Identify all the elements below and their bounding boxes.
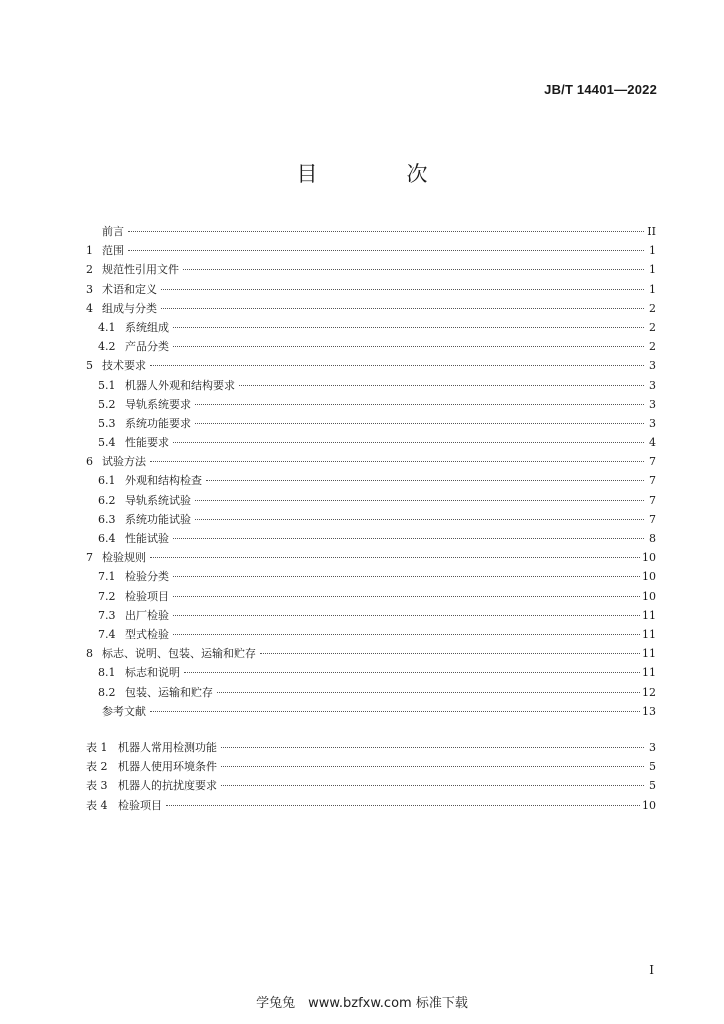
toc-entry-label: 包装、运输和贮存 (125, 685, 213, 699)
toc-entry-page: 10 (642, 570, 656, 584)
toc-entry-page: 11 (642, 608, 656, 622)
toc-entry-label: 产品分类 (125, 340, 169, 354)
table-list-entry-number: 表 2 (86, 760, 108, 774)
toc-entry-number: 8 (86, 647, 93, 661)
table-list-entry[interactable] (86, 757, 656, 776)
toc-entry-page: 3 (649, 397, 656, 411)
toc-entry-label: 组成与分类 (102, 301, 157, 315)
toc-entry-number: 4 (86, 301, 93, 315)
toc-entry-number: 5 (86, 359, 93, 373)
toc-entry[interactable] (86, 280, 656, 299)
toc-entry-label: 检验项目 (125, 589, 169, 603)
table-list-entry-label: 检验项目 (118, 798, 162, 812)
toc-entry-page: 2 (649, 340, 656, 354)
table-of-contents (86, 222, 656, 721)
toc-entry[interactable] (86, 356, 656, 375)
toc-entry-number: 7.3 (98, 608, 116, 622)
toc-entry[interactable] (86, 644, 656, 663)
table-list-entry-page: 5 (649, 760, 656, 774)
toc-entry[interactable] (86, 414, 656, 433)
toc-entry-page: 2 (649, 301, 656, 315)
toc-entry-label: 术语和定义 (102, 282, 157, 296)
toc-entry-page: 10 (642, 551, 656, 565)
toc-entry-label: 检验规则 (102, 551, 146, 565)
dot-leader (150, 711, 640, 712)
toc-entry-number: 3 (86, 282, 93, 296)
toc-entry-number: 6.2 (98, 493, 116, 507)
toc-entry-page: 3 (649, 378, 656, 392)
toc-entry[interactable] (86, 491, 656, 510)
toc-entry-page: 7 (649, 512, 656, 526)
dot-leader (260, 653, 640, 654)
toc-entry-label: 检验分类 (125, 570, 169, 584)
watermark-text: 学兔兔 www.bzfxw.com 标准下载 (256, 996, 468, 1011)
toc-entry-page: 11 (642, 666, 656, 680)
toc-entry-label: 前言 (102, 225, 124, 238)
toc-entry[interactable] (86, 471, 656, 490)
dot-leader (173, 596, 640, 597)
toc-entry-page: 10 (642, 589, 656, 603)
toc-entry-label: 试验方法 (102, 455, 146, 469)
toc-entry[interactable] (86, 548, 656, 567)
toc-entry-number: 6.3 (98, 512, 116, 526)
standard-code: JB/T 14401—2022 (544, 82, 657, 97)
toc-entry-page: 3 (649, 359, 656, 373)
toc-entry-page: 11 (642, 647, 656, 661)
dot-leader (173, 327, 644, 328)
toc-entry-number: 2 (86, 263, 93, 277)
toc-entry-number: 5.2 (98, 397, 116, 411)
dot-leader (173, 346, 644, 347)
toc-entry-page: 7 (649, 474, 656, 488)
toc-entry-number: 1 (86, 244, 93, 258)
toc-entry[interactable] (86, 395, 656, 414)
toc-entry-label: 型式检验 (125, 627, 169, 641)
dot-leader (195, 500, 644, 501)
dot-leader (184, 672, 640, 673)
toc-entry-number: 4.1 (98, 320, 116, 334)
table-list-entry-label: 机器人使用环境条件 (118, 760, 217, 774)
toc-entry-page: 7 (649, 455, 656, 469)
page-title: 目 次 (296, 162, 462, 186)
toc-entry-number: 4.2 (98, 340, 116, 354)
dot-leader (195, 423, 644, 424)
table-list-entry[interactable] (86, 738, 656, 757)
table-list-entry-page: 5 (649, 779, 656, 793)
dot-leader (206, 480, 644, 481)
toc-entry-number: 6 (86, 455, 93, 469)
toc-entry-page: 12 (642, 685, 656, 699)
toc-entry[interactable] (86, 663, 656, 682)
toc-entry[interactable] (86, 241, 656, 260)
dot-leader (150, 557, 640, 558)
dot-leader (161, 289, 644, 290)
table-list-entry-page: 3 (649, 741, 656, 754)
toc-entry[interactable] (86, 452, 656, 471)
dot-leader (217, 692, 640, 693)
table-list-entry-number: 表 4 (86, 798, 108, 812)
toc-entry-label: 标志、说明、包装、运输和贮存 (102, 647, 256, 661)
dot-leader (128, 231, 644, 232)
dot-leader (173, 576, 640, 577)
toc-entry[interactable] (86, 260, 656, 279)
toc-entry[interactable] (86, 337, 656, 356)
page-number: I (649, 963, 654, 977)
dot-leader (173, 615, 640, 616)
list-of-tables (86, 738, 656, 815)
table-list-entry[interactable] (86, 776, 656, 795)
toc-entry-label: 范围 (102, 244, 124, 258)
toc-entry-label: 技术要求 (102, 359, 146, 373)
toc-entry[interactable] (86, 625, 656, 644)
toc-entry[interactable] (86, 433, 656, 452)
toc-entry-page: 3 (649, 416, 656, 430)
toc-entry-number: 7.2 (98, 589, 116, 603)
table-list-entry-label: 机器人常用检测功能 (118, 741, 217, 754)
table-list-entry-page: 10 (642, 798, 656, 812)
dot-leader (221, 766, 644, 767)
toc-entry[interactable] (86, 587, 656, 606)
toc-entry-page: 1 (649, 263, 656, 277)
toc-entry-page: II (647, 225, 656, 238)
toc-entry-label: 导轨系统试验 (125, 493, 191, 507)
toc-entry-number: 5.4 (98, 436, 116, 450)
dot-leader (150, 461, 644, 462)
toc-entry-page: 13 (642, 704, 656, 718)
toc-entry-page: 1 (649, 244, 656, 258)
toc-entry-label: 外观和结构检查 (125, 474, 202, 488)
toc-entry-label: 机器人外观和结构要求 (125, 378, 235, 392)
dot-leader (221, 785, 644, 786)
dot-leader (195, 404, 644, 405)
toc-entry[interactable] (86, 318, 656, 337)
toc-entry-label: 导轨系统要求 (125, 397, 191, 411)
toc-entry[interactable] (86, 529, 656, 548)
toc-entry-number: 5.3 (98, 416, 116, 430)
dot-leader (150, 365, 644, 366)
dot-leader (173, 538, 644, 539)
dot-leader (195, 519, 644, 520)
toc-entry-label: 规范性引用文件 (102, 263, 179, 277)
dot-leader (173, 634, 640, 635)
toc-entry-label: 性能试验 (125, 532, 169, 545)
toc-entry-label: 系统功能要求 (125, 416, 191, 430)
table-list-entry[interactable] (86, 796, 656, 815)
toc-entry-number: 8.2 (98, 685, 116, 699)
dot-leader (166, 805, 640, 806)
toc-entry-number: 8.1 (98, 666, 116, 680)
toc-entry[interactable] (86, 510, 656, 529)
toc-entry-number: 6.4 (98, 532, 116, 545)
toc-entry-number: 5.1 (98, 378, 116, 392)
dot-leader (128, 250, 644, 251)
toc-entry-page: 4 (649, 436, 656, 450)
toc-entry-page: 2 (649, 320, 656, 334)
toc-entry-page: 7 (649, 493, 656, 507)
toc-entry-label: 系统功能试验 (125, 512, 191, 526)
toc-entry[interactable] (86, 606, 656, 625)
dot-leader (161, 308, 644, 309)
toc-entry-number: 7 (86, 551, 93, 565)
toc-entry-page: 1 (649, 282, 656, 296)
toc-entry-page: 8 (649, 532, 656, 545)
table-list-entry-number: 表 1 (86, 741, 108, 754)
toc-entry-label: 标志和说明 (125, 666, 180, 680)
dot-leader (173, 442, 644, 443)
toc-entry-label: 出厂检验 (125, 608, 169, 622)
dot-leader (221, 747, 644, 748)
toc-entry[interactable] (86, 299, 656, 318)
dot-leader (239, 385, 644, 386)
dot-leader (183, 269, 644, 270)
toc-entry[interactable] (86, 683, 656, 702)
toc-entry-label: 系统组成 (125, 320, 169, 334)
toc-entry-number: 7.1 (98, 570, 116, 584)
toc-entry[interactable] (86, 376, 656, 395)
table-list-entry-number: 表 3 (86, 779, 108, 793)
toc-entry-number: 7.4 (98, 627, 116, 641)
toc-entry-page: 11 (642, 627, 656, 641)
toc-entry[interactable] (86, 702, 656, 721)
toc-entry-label: 性能要求 (125, 436, 169, 450)
table-list-entry-label: 机器人的抗扰度要求 (118, 779, 217, 793)
toc-entry-label: 参考文献 (102, 704, 146, 718)
toc-entry[interactable] (86, 222, 656, 241)
toc-entry[interactable] (86, 567, 656, 586)
toc-entry-number: 6.1 (98, 474, 116, 488)
